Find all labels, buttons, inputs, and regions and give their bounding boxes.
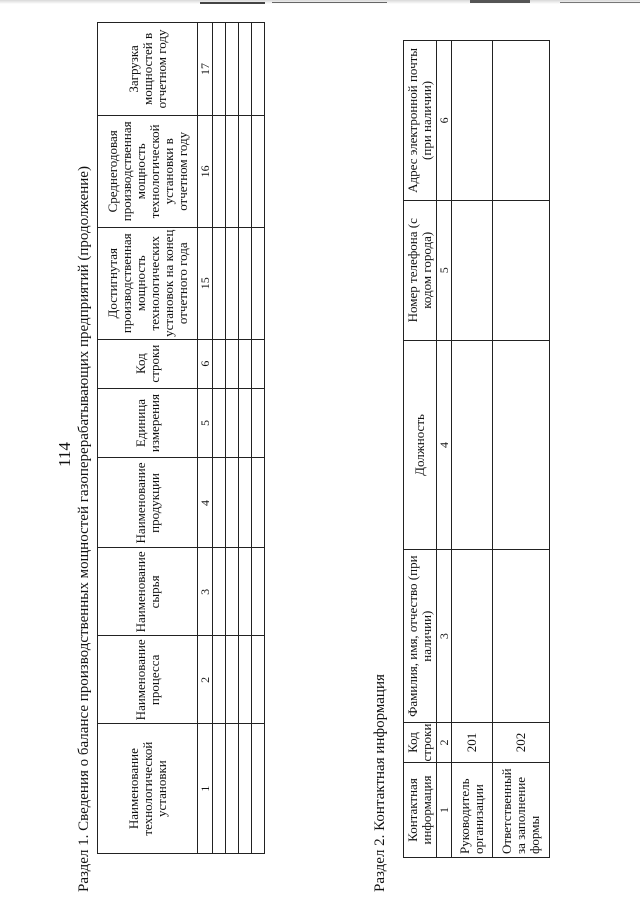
contact-table bbox=[403, 40, 550, 858]
row-code: 201 bbox=[452, 723, 493, 763]
header-cell: Загрузка мощностей в отчетном году bbox=[98, 23, 198, 116]
column-number: 3 bbox=[437, 550, 452, 723]
empty-cell[interactable] bbox=[226, 724, 239, 854]
column-number: 1 bbox=[437, 763, 452, 858]
empty-cell[interactable] bbox=[226, 227, 239, 339]
empty-cell[interactable] bbox=[213, 548, 226, 636]
column-number: 4 bbox=[437, 340, 452, 550]
empty-row bbox=[213, 23, 226, 854]
empty-cell[interactable] bbox=[493, 200, 550, 340]
empty-cell[interactable] bbox=[452, 41, 493, 201]
header-cell: Наименование продукции bbox=[98, 458, 198, 548]
empty-cell[interactable] bbox=[252, 388, 265, 458]
column-number: 5 bbox=[437, 200, 452, 340]
empty-cell[interactable] bbox=[252, 548, 265, 636]
row-label: Ответственный за заполнение формы bbox=[493, 763, 550, 858]
column-number: 15 bbox=[198, 227, 213, 339]
empty-cell[interactable] bbox=[213, 724, 226, 854]
empty-row bbox=[239, 23, 252, 854]
empty-cell[interactable] bbox=[226, 23, 239, 116]
empty-cell[interactable] bbox=[213, 458, 226, 548]
empty-cell[interactable] bbox=[226, 548, 239, 636]
empty-cell[interactable] bbox=[252, 724, 265, 854]
empty-cell[interactable] bbox=[239, 458, 252, 548]
column-number: 6 bbox=[198, 339, 213, 388]
empty-cell[interactable] bbox=[452, 340, 493, 550]
header-cell: Достигнутая производственная мощность технологических установок на конец отчетного года bbox=[98, 227, 198, 339]
empty-cell[interactable] bbox=[239, 115, 252, 227]
header-cell: Фамилия, имя, отчество (при наличии) bbox=[404, 550, 437, 723]
empty-cell[interactable] bbox=[239, 339, 252, 388]
table-row bbox=[452, 41, 493, 858]
empty-cell[interactable] bbox=[213, 388, 226, 458]
header-row bbox=[98, 23, 198, 854]
header-cell: Должность bbox=[404, 340, 437, 550]
column-number-row bbox=[198, 23, 213, 854]
empty-cell[interactable] bbox=[252, 339, 265, 388]
header-cell: Адрес электронной почты (при наличии) bbox=[404, 41, 437, 201]
empty-cell[interactable] bbox=[213, 23, 226, 116]
row-label: Руководитель организации bbox=[452, 763, 493, 858]
column-number: 17 bbox=[198, 23, 213, 116]
scan-mark bbox=[560, 2, 640, 3]
header-cell: Контактная информация bbox=[404, 763, 437, 858]
capacity-table bbox=[97, 22, 265, 854]
column-number: 3 bbox=[198, 548, 213, 636]
empty-cell[interactable] bbox=[452, 200, 493, 340]
column-number: 1 bbox=[198, 724, 213, 854]
header-cell: Наименование сырья bbox=[98, 548, 198, 636]
header-cell: Код строки bbox=[404, 723, 437, 763]
column-number-row bbox=[437, 41, 452, 858]
empty-cell[interactable] bbox=[493, 550, 550, 723]
empty-cell[interactable] bbox=[252, 636, 265, 724]
empty-cell[interactable] bbox=[226, 115, 239, 227]
empty-cell[interactable] bbox=[239, 227, 252, 339]
empty-row bbox=[252, 23, 265, 854]
section1-title: Раздел 1. Сведения о балансе производственных мощностей газоперерабатывающих предприятий (продолжение) bbox=[76, 166, 92, 892]
empty-row bbox=[226, 23, 239, 854]
header-cell: Среднегодовая производственная мощность технологической установки в отчетном году bbox=[98, 115, 198, 227]
empty-cell[interactable] bbox=[226, 458, 239, 548]
empty-cell[interactable] bbox=[239, 636, 252, 724]
page-number: 114 bbox=[55, 442, 74, 467]
column-number: 16 bbox=[198, 115, 213, 227]
empty-cell[interactable] bbox=[226, 339, 239, 388]
empty-cell[interactable] bbox=[239, 388, 252, 458]
empty-cell[interactable] bbox=[493, 340, 550, 550]
empty-cell[interactable] bbox=[239, 23, 252, 116]
header-cell: Наименование технологической установки bbox=[98, 724, 198, 854]
header-cell: Номер телефона (с кодом города) bbox=[404, 200, 437, 340]
scan-mark bbox=[272, 2, 387, 3]
empty-cell[interactable] bbox=[213, 636, 226, 724]
header-cell: Код строки bbox=[98, 339, 198, 388]
empty-cell[interactable] bbox=[252, 458, 265, 548]
column-number: 4 bbox=[198, 458, 213, 548]
empty-cell[interactable] bbox=[226, 388, 239, 458]
empty-cell[interactable] bbox=[493, 41, 550, 201]
empty-cell[interactable] bbox=[213, 339, 226, 388]
empty-cell[interactable] bbox=[252, 227, 265, 339]
scan-mark bbox=[470, 0, 530, 3]
empty-cell[interactable] bbox=[213, 227, 226, 339]
empty-cell[interactable] bbox=[226, 636, 239, 724]
empty-cell[interactable] bbox=[213, 115, 226, 227]
scan-mark bbox=[200, 2, 265, 4]
column-number: 5 bbox=[198, 388, 213, 458]
empty-cell[interactable] bbox=[239, 548, 252, 636]
header-cell: Наименование процесса bbox=[98, 636, 198, 724]
section2-title: Раздел 2. Контактная информация bbox=[372, 674, 388, 892]
empty-cell[interactable] bbox=[452, 550, 493, 723]
column-number: 6 bbox=[437, 41, 452, 201]
table-row bbox=[493, 41, 550, 858]
header-cell: Единица измерения bbox=[98, 388, 198, 458]
row-code: 202 bbox=[493, 723, 550, 763]
empty-cell[interactable] bbox=[252, 23, 265, 116]
rotated-page bbox=[10, 12, 630, 892]
header-row bbox=[404, 41, 437, 858]
empty-cell[interactable] bbox=[252, 115, 265, 227]
column-number: 2 bbox=[198, 636, 213, 724]
empty-cell[interactable] bbox=[239, 724, 252, 854]
column-number: 2 bbox=[437, 723, 452, 763]
